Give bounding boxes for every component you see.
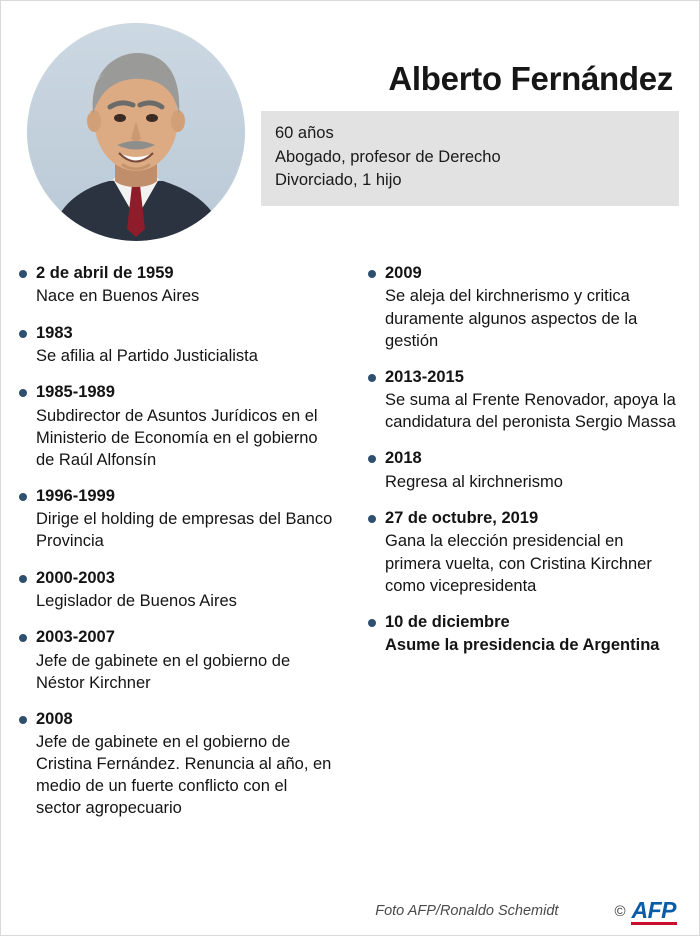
copyright-symbol: © [614,902,626,920]
fact-family: Divorciado, 1 hijo [275,171,402,190]
bullet-dot-icon [368,270,376,278]
bullet-dot-icon [19,634,27,642]
timeline-entry [19,263,334,308]
portrait-container [21,23,251,241]
entry-date: 27 de octubre, 2019 [385,508,539,527]
entry-date: 2008 [36,709,73,728]
header [1,1,699,241]
entry-date: 1985-1989 [36,383,115,402]
bullet-dot-icon [368,619,376,627]
timeline-entry [19,568,334,613]
entry-description: Se afilia al Partido Justicialista [36,346,258,365]
entry-description: Gana la elección presidencial en primera vuelta, con Cristina Kirchner como vicepresidenta [385,532,652,595]
timeline-entry [19,709,334,820]
photo-credit: Foto AFP/Ronaldo Schemidt [375,903,559,920]
entry-date: 2018 [385,449,422,468]
entry-date: 2013-2015 [385,367,464,386]
timeline-entry [368,508,681,597]
bullet-dot-icon [368,374,376,382]
timeline-column-right [350,263,681,835]
timeline-entry [368,448,681,493]
entry-description: Dirige el holding de empresas del Banco Provincia [36,510,333,551]
page-title: Alberto Fernández [388,60,673,97]
entry-description: Legislador de Buenos Aires [36,591,237,610]
footer [1,898,699,925]
entry-date: 2003-2007 [36,628,115,647]
bullet-dot-icon [368,455,376,463]
fact-profession: Abogado, profesor de Derecho [275,147,501,166]
entry-description: Nace en Buenos Aires [36,287,200,306]
timeline-entry [19,486,334,553]
timeline-entry [19,323,334,368]
entry-date: 2 de abril de 1959 [36,264,174,282]
bullet-dot-icon [19,330,27,338]
entry-date: 10 de diciembre [385,612,510,631]
entry-description: Se suma al Frente Renovador, apoya la candidatura del peronista Sergio Massa [385,391,676,432]
entry-date: 2009 [385,264,422,282]
entry-date: 1996-1999 [36,486,115,505]
entry-description: Subdirector de Asuntos Jurídicos en el Ministerio de Economía en el gobierno de Raúl Alfonsín [36,406,318,469]
bullet-dot-icon [19,716,27,724]
entry-description: Se aleja del kirchnerismo y critica duramente algunos aspectos de la gestión [385,287,638,350]
facts-box [261,111,679,205]
fact-age: 60 años [275,124,334,143]
timeline-entry [368,263,681,352]
header-text [251,23,679,206]
entry-description: Jefe de gabinete en el gobierno de Néstor Kirchner [36,651,291,692]
bullet-dot-icon [368,515,376,523]
entry-description: Jefe de gabinete en el gobierno de Cristina Fernández. Renuncia al año, en medio de un fuerte conflicto con el sector agropecuario [36,733,332,818]
entry-description: Asume la presidencia de Argentina [385,636,660,655]
bullet-dot-icon [19,389,27,397]
timeline-entry [19,382,334,471]
timeline [1,241,699,835]
timeline-column-left [19,263,350,835]
timeline-entry [368,367,681,434]
bullet-dot-icon [19,575,27,583]
afp-logo: AFP [631,898,678,925]
entry-date: 2000-2003 [36,568,115,587]
entry-description: Regresa al kirchnerismo [385,472,563,491]
portrait-photo [27,23,245,241]
timeline-entry [368,612,681,657]
bullet-dot-icon [19,493,27,501]
timeline-entry [19,627,334,694]
bullet-dot-icon [19,270,27,278]
entry-date: 1983 [36,323,73,342]
afp-branding [614,898,677,925]
